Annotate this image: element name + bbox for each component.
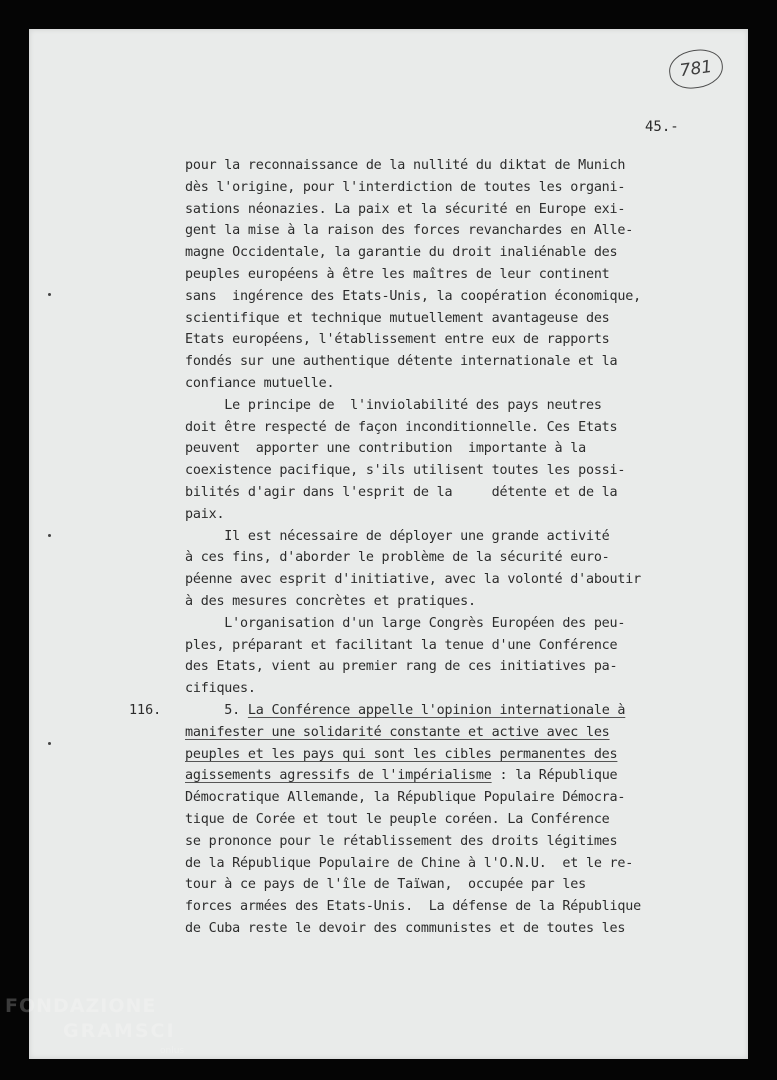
paragraph-line: confiance mutuelle. bbox=[185, 375, 335, 391]
point5-line: tour à ce pays de l'île de Taïwan, occupée par les bbox=[185, 877, 586, 893]
paragraph-line: Il est nécessaire de déployer une grande activité bbox=[185, 528, 610, 544]
paragraph-line: magne Occidentale, la garantie du droit inaliénable des bbox=[185, 245, 618, 261]
underlined-text: agissements agressifs de l'impérialisme bbox=[185, 768, 492, 784]
margin-dot bbox=[48, 293, 51, 296]
document-body bbox=[185, 155, 715, 940]
paragraph-line: L'organisation d'un large Congrès Européen des peu- bbox=[185, 615, 626, 631]
margin-note: 116. bbox=[129, 703, 162, 718]
paragraph-line: à ces fins, d'aborder le problème de la sécurité euro- bbox=[185, 550, 610, 566]
paragraph-line: peuvent apporter une contribution importante à la bbox=[185, 441, 586, 457]
paragraph-line: ples, préparant et facilitant la tenue d'une Conférence bbox=[185, 637, 618, 653]
point5-line: forces armées des Etats-Unis. La défense de la République bbox=[185, 899, 641, 915]
margin-dot bbox=[48, 534, 51, 537]
paragraph-line: Le principe de l'inviolabilité des pays neutres bbox=[185, 397, 602, 413]
paragraph-line: gent la mise à la raison des forces revanchardes en Alle- bbox=[185, 223, 634, 239]
point5-underlined-line bbox=[185, 765, 715, 787]
paragraph-line: des Etats, vient au premier rang de ces initiatives pa- bbox=[185, 659, 618, 675]
paragraph-line: bilités d'agir dans l'esprit de la détente et de la bbox=[185, 484, 618, 500]
point5-line: tique de Corée et tout le peuple coréen. La Conférence bbox=[185, 811, 610, 827]
point5-line: Démocratique Allemande, la République Populaire Démocra- bbox=[185, 790, 626, 806]
paragraph-line: peuples européens à être les maîtres de leur continent bbox=[185, 266, 610, 282]
paragraph-line: sans ingérence des Etats-Unis, la coopération économique, bbox=[185, 288, 641, 304]
paragraph-line: à des mesures concrètes et pratiques. bbox=[185, 593, 476, 609]
watermark-line-2: GRAMSCI bbox=[63, 1020, 176, 1042]
paragraph-line: scientifique et technique mutuellement avantageuse des bbox=[185, 310, 610, 326]
point5-line: de la République Populaire de Chine à l'O.N.U. et le re- bbox=[185, 855, 634, 871]
point5-underlined-line bbox=[185, 700, 715, 722]
underlined-text: La Conférence appelle l'opinion internationale à bbox=[247, 702, 626, 718]
paragraph-line: sations néonazies. La paix et la sécurité en Europe exi- bbox=[185, 201, 626, 217]
archive-watermark bbox=[5, 997, 184, 1056]
point5-after-underline: : la République bbox=[491, 768, 618, 784]
paragraph-line: coexistence pacifique, s'ils utilisent toutes les possi- bbox=[185, 463, 626, 479]
paragraph-line: Etats européens, l'établissement entre eux de rapports bbox=[185, 332, 610, 348]
paragraph-line: péenne avec esprit d'initiative, avec la volonté d'aboutir bbox=[185, 572, 641, 588]
watermark-line-3: onlus bbox=[160, 1046, 185, 1056]
page-number: 45.- bbox=[645, 119, 679, 135]
underlined-text: manifester une solidarité constante et active avec les bbox=[185, 724, 610, 740]
paragraph-line: doit être respecté de façon inconditionnelle. Ces Etats bbox=[185, 419, 618, 435]
paragraph-line: fondés sur une authentique détente internationale et la bbox=[185, 354, 618, 370]
underlined-text: peuples et les pays qui sont les cibles permanentes des bbox=[185, 746, 618, 762]
paragraph-line: pour la reconnaissance de la nullité du diktat de Munich bbox=[185, 158, 626, 173]
point5-line: de Cuba reste le devoir des communistes et de toutes les bbox=[185, 920, 626, 936]
paragraph-line: cifiques. bbox=[185, 681, 256, 697]
archive-number-stamp: 781 bbox=[667, 46, 726, 91]
paragraph-line: paix. bbox=[185, 506, 225, 522]
paragraph-line: dès l'origine, pour l'interdiction de toutes les organi- bbox=[185, 179, 626, 195]
watermark-line-1: FONDAZIONE bbox=[5, 995, 157, 1017]
margin-dot bbox=[48, 742, 51, 745]
point5-underlined-line bbox=[185, 744, 715, 766]
point5-line: se prononce pour le rétablissement des droits légitimes bbox=[185, 833, 618, 849]
point5-underlined-line bbox=[185, 722, 715, 744]
point5-prefix: 5. bbox=[185, 702, 248, 718]
